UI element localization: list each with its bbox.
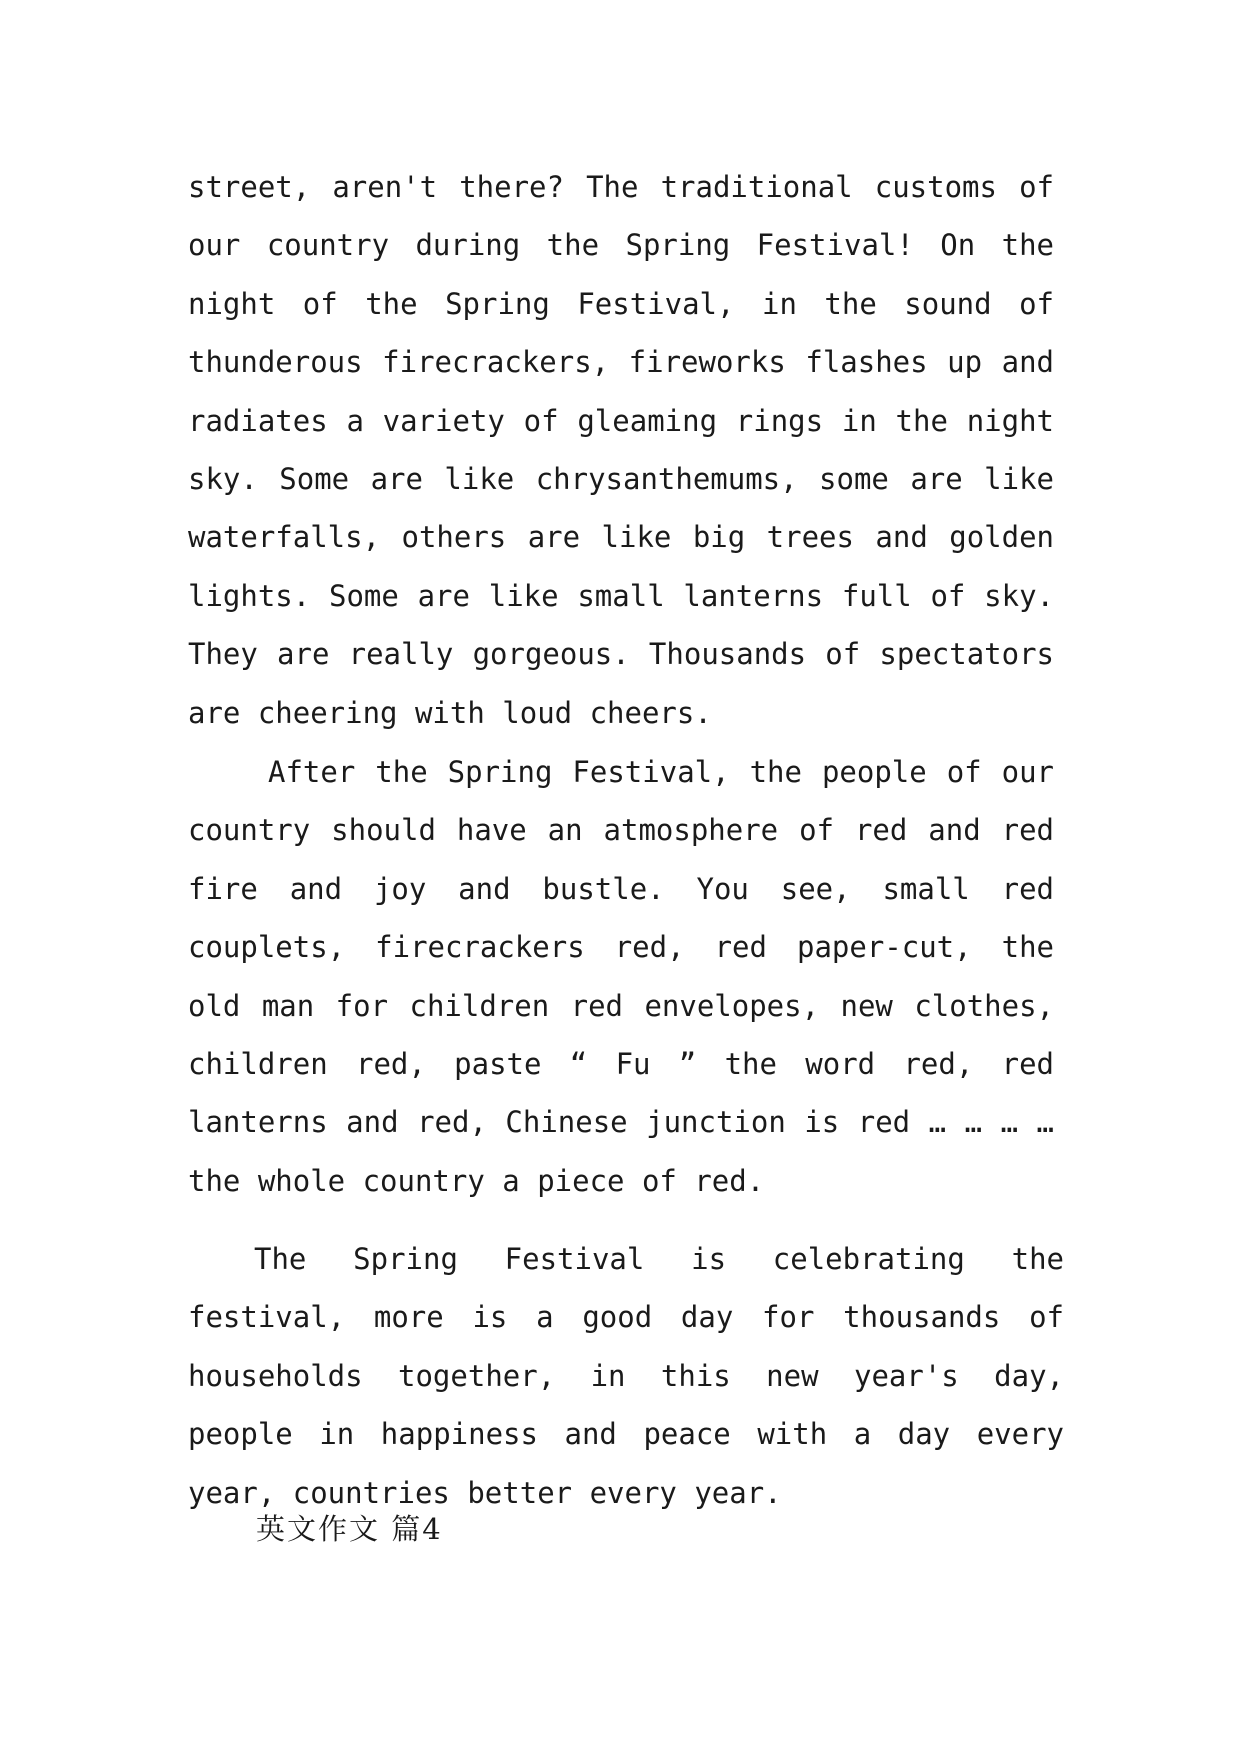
paragraph-3-block: [188, 1230, 1064, 1522]
paragraph-2-block: [188, 743, 1054, 1210]
paragraph-1-block: [188, 158, 1054, 742]
paragraph-2: After the Spring Festival, the people of our country should have an atmosphere of red and red fire and joy and bustle. You see, small red couplets, firecrackers red, red paper-cut, the old man for children red envelopes, new clothes, children red, paste “ Fu ” the word red, red lanterns and red, Chinese junction is red … … … … the whole country a piece of red.: [188, 755, 1054, 1198]
paragraph-3: The Spring Festival is celebrating the festival, more is a good day for thousands of households together, in this new year's day, people in happiness and peace with a day every year, countries better every year.: [188, 1242, 1064, 1510]
paragraph-1: street, aren't there? The traditional customs of our country during the Spring Festival! On the night of the Spring Festival, in the sound of thunderous firecrackers, fireworks flashes up and radiates a variety of gleaming rings in the night sky. Some are like chrysanthemums, some are like waterfalls, others are like big trees and golden lights. Some are like small lanterns full of sky. They are really gorgeous. Thousands of spectators are cheering with loud cheers.: [188, 170, 1054, 730]
section-heading: 英文作文 篇4: [256, 1512, 443, 1546]
